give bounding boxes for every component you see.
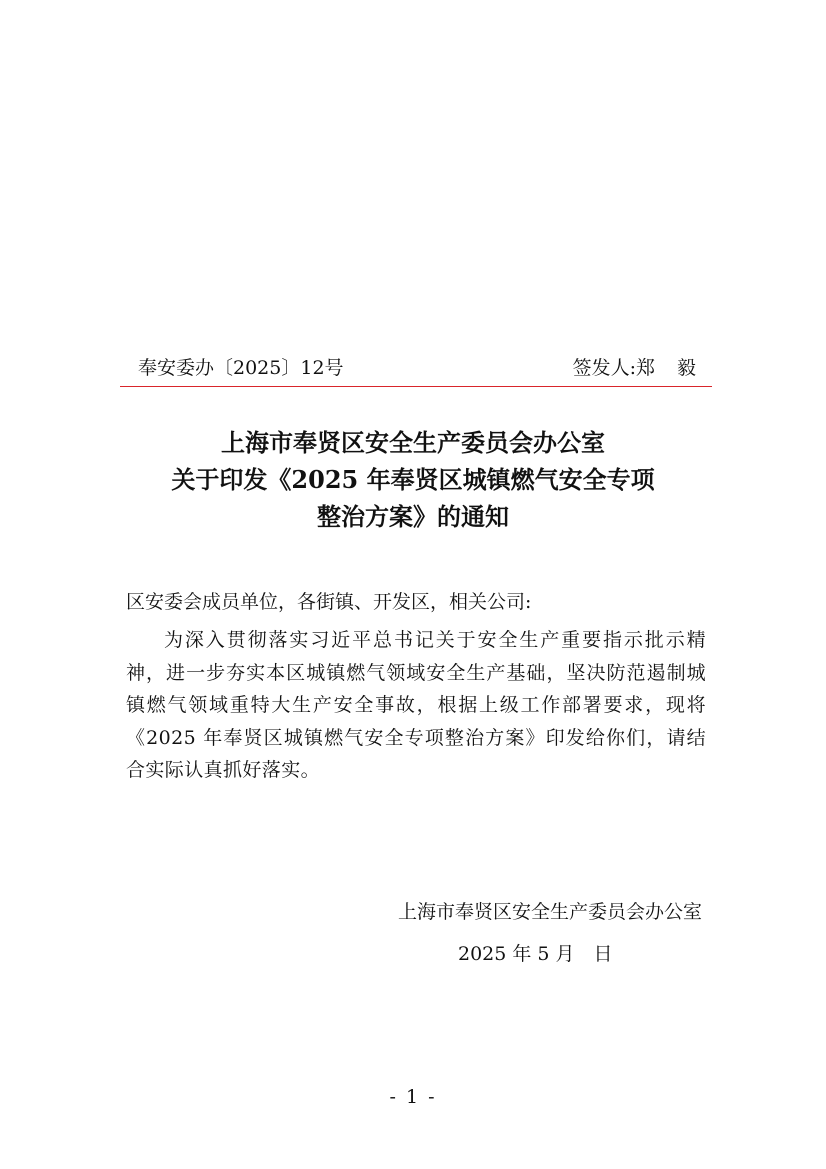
body-paragraph: 为深入贯彻落实习近平总书记关于安全生产重要指示批示精神，进一步夯实本区城镇燃气领域安全生产基础，坚决防范遏制城镇燃气领域重特大生产安全事故，根据上级工作部署要求，现将《2025 年奉贤区城镇燃气安全专项整治方案》印发给你们，请结合实际认真抓好落实。 [126, 629, 706, 781]
signer-name: 郑毅 [635, 357, 718, 379]
signature-date: 2025 年 5 月 日 [458, 943, 613, 965]
signature-organization: 上海市奉贤区安全生产委员会办公室 [397, 901, 702, 923]
signer-info [572, 352, 718, 384]
document-body [126, 586, 706, 787]
title-line-2: 关于印发《2025 年奉贤区城镇燃气安全专项 [171, 465, 655, 494]
addressee: 区安委会成员单位，各街镇、开发区，相关公司: [126, 591, 532, 613]
signer-label: 签发人: [572, 357, 636, 379]
page-number: - 1 - [389, 1086, 437, 1108]
title-line-1: 上海市奉贤区安全生产委员会办公室 [221, 428, 605, 457]
title-line-3: 整治方案》的通知 [317, 502, 509, 531]
document-number: 奉安委办〔2025〕12号 [138, 357, 344, 379]
document-header [120, 352, 718, 384]
red-separator-rule [120, 386, 712, 387]
document-title [120, 424, 706, 535]
